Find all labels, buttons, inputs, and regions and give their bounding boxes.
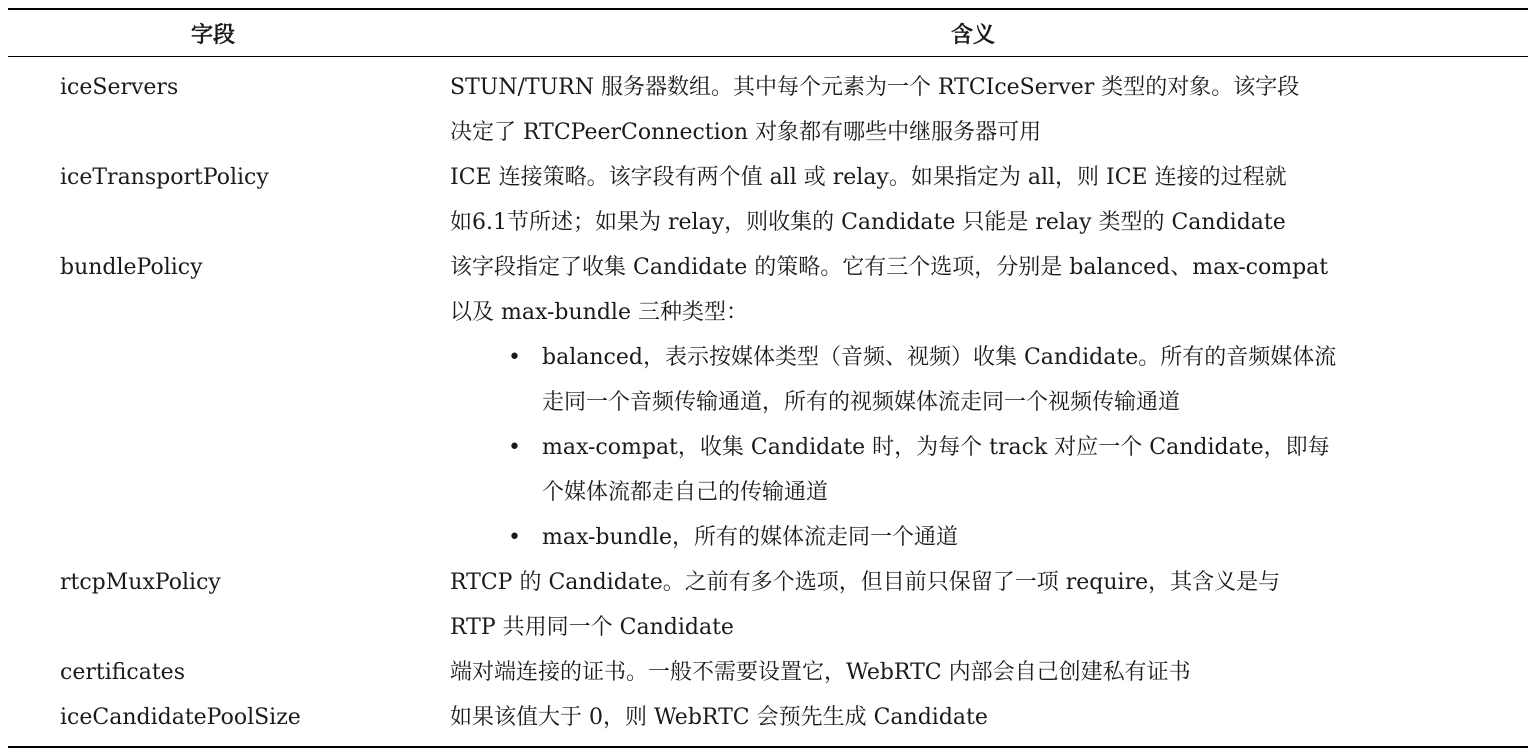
meaning-line: 如6.1节所述；如果为 relay，则收集的 Candidate 只能是 relay 类型的 Candidate	[450, 210, 1286, 235]
field-name: certificates	[60, 660, 185, 685]
field-meaning	[450, 155, 1528, 245]
bullet-line: balanced，表示按媒体类型（音频、视频）收集 Candidate。所有的音频媒体流	[542, 345, 1337, 370]
table-row	[8, 245, 1528, 560]
table-row	[8, 560, 1528, 650]
bullet-icon: •	[508, 525, 521, 550]
table-bottom-rule	[8, 746, 1528, 748]
field-name: iceTransportPolicy	[60, 165, 269, 190]
meaning-line: 该字段指定了收集 Candidate 的策略。它有三个选项，分别是 balanced、max-compat	[450, 255, 1329, 280]
bullet-line: max-compat，收集 Candidate 时，为每个 track 对应一个 Candidate，即每	[542, 435, 1330, 460]
option-list	[450, 335, 1506, 560]
bullet-icon: •	[508, 345, 521, 370]
field-meaning	[450, 65, 1528, 155]
table-header	[8, 10, 1528, 56]
list-item	[450, 335, 1506, 425]
table-row	[8, 695, 1528, 740]
meaning-line: ICE 连接策略。该字段有两个值 all 或 relay。如果指定为 all，则 ICE 连接的过程就	[450, 165, 1287, 190]
meaning-line: 端对端连接的证书。一般不需要设置它，WebRTC 内部会自己创建私有证书	[450, 660, 1191, 685]
table-body	[8, 57, 1528, 746]
table-row	[8, 65, 1528, 155]
field-meaning	[450, 245, 1528, 560]
bullet-line: 个媒体流都走自己的传输通道	[542, 480, 829, 505]
meaning-line: 以及 max-bundle 三种类型：	[450, 300, 748, 325]
header-meaning: 含义	[950, 22, 995, 48]
meaning-line: 如果该值大于 0，则 WebRTC 会预先生成 Candidate	[450, 705, 988, 730]
list-item	[450, 515, 1506, 560]
field-meaning	[450, 650, 1528, 695]
header-field: 字段	[190, 22, 235, 48]
bullet-line: max-bundle，所有的媒体流走同一个通道	[542, 525, 958, 550]
field-name: bundlePolicy	[60, 255, 203, 280]
bullet-icon: •	[508, 435, 521, 460]
field-name: iceServers	[60, 75, 179, 100]
meaning-line: STUN/TURN 服务器数组。其中每个元素为一个 RTCIceServer 类型的对象。该字段	[450, 75, 1300, 100]
field-name: iceCandidatePoolSize	[60, 705, 301, 730]
config-table	[8, 8, 1528, 748]
list-item	[450, 425, 1506, 515]
field-meaning	[450, 695, 1528, 740]
table-row	[8, 650, 1528, 695]
field-meaning	[450, 560, 1528, 650]
bullet-line: 走同一个音频传输通道，所有的视频媒体流走同一个视频传输通道	[542, 390, 1181, 415]
meaning-line: 决定了 RTCPeerConnection 对象都有哪些中继服务器可用	[450, 120, 1042, 145]
table-row	[8, 155, 1528, 245]
field-name: rtcpMuxPolicy	[60, 570, 221, 595]
meaning-line: RTCP 的 Candidate。之前有多个选项，但目前只保留了一项 require，其含义是与	[450, 570, 1281, 595]
meaning-line: RTP 共用同一个 Candidate	[450, 615, 734, 640]
